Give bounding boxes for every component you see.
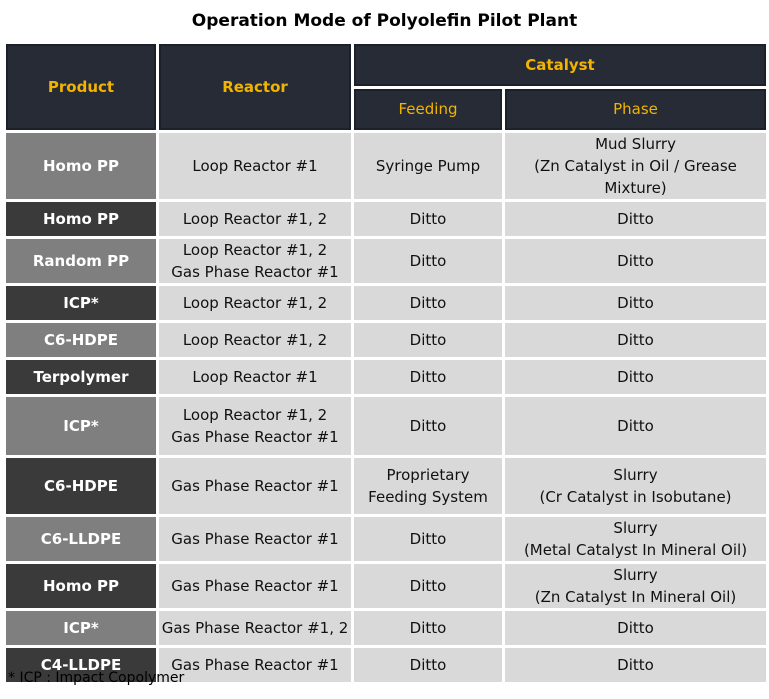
feeding-cell [354, 564, 502, 608]
feeding-cell [354, 611, 502, 645]
phase-text: Slurry [613, 519, 658, 537]
feeding-text: Ditto [409, 619, 447, 637]
feeding-cell [354, 397, 502, 455]
reactor-text: Gas Phase Reactor #1 [171, 530, 339, 548]
phase-text: Slurry [613, 466, 658, 484]
phase-cell [505, 458, 766, 514]
feeding-text: Ditto [409, 577, 447, 595]
feeding-text: Ditto [409, 294, 447, 312]
table-row [6, 517, 766, 561]
feeding-text: Feeding System [368, 488, 488, 506]
phase-text: (Metal Catalyst In Mineral Oil) [523, 541, 748, 559]
phase-text: (Zn Catalyst in Oil / Grease Mixture) [534, 157, 737, 197]
reactor-cell [159, 360, 351, 394]
reactor-text: Loop Reactor #1, 2 [182, 210, 328, 228]
reactor-cell [159, 648, 351, 682]
feeding-text: Ditto [409, 331, 447, 349]
feeding-cell [354, 323, 502, 357]
table-row [6, 397, 766, 455]
product-cell: C6-HDPE [6, 323, 156, 357]
feeding-cell [354, 239, 502, 283]
reactor-cell [159, 564, 351, 608]
header-reactor: Reactor [159, 44, 351, 130]
feeding-cell [354, 286, 502, 320]
reactor-text: Gas Phase Reactor #1 [171, 263, 339, 281]
reactor-text: Gas Phase Reactor #1 [171, 477, 339, 495]
reactor-text: Gas Phase Reactor #1 [171, 428, 339, 446]
reactor-cell [159, 397, 351, 455]
feeding-text: Ditto [409, 368, 447, 386]
phase-text: Mud Slurry [595, 135, 676, 153]
feeding-text: Ditto [409, 656, 447, 674]
product-cell: ICP* [6, 286, 156, 320]
feeding-text: Ditto [409, 210, 447, 228]
table-row [6, 286, 766, 320]
feeding-cell [354, 648, 502, 682]
feeding-text: Ditto [409, 530, 447, 548]
product-cell: Homo PP [6, 202, 156, 236]
product-cell: C6-HDPE [6, 458, 156, 514]
phase-cell [505, 133, 766, 199]
product-cell: C4-LLDPE [6, 648, 156, 682]
reactor-text: Loop Reactor #1, 2 [182, 331, 328, 349]
phase-cell [505, 286, 766, 320]
product-cell: ICP* [6, 611, 156, 645]
phase-text: Ditto [617, 331, 654, 349]
phase-cell [505, 360, 766, 394]
phase-text: Ditto [617, 210, 654, 228]
reactor-cell [159, 517, 351, 561]
reactor-text: Gas Phase Reactor #1 [171, 656, 339, 674]
table-row [6, 133, 766, 199]
feeding-text: Ditto [409, 252, 447, 270]
reactor-text: Loop Reactor #1, 2 [182, 241, 328, 259]
reactor-cell [159, 611, 351, 645]
reactor-cell [159, 323, 351, 357]
feeding-cell [354, 360, 502, 394]
reactor-text: Gas Phase Reactor #1, 2 [161, 619, 349, 637]
phase-text: Ditto [617, 252, 654, 270]
product-cell: ICP* [6, 397, 156, 455]
phase-cell [505, 611, 766, 645]
product-cell: Homo PP [6, 133, 156, 199]
header-catalyst: Catalyst [354, 44, 766, 86]
table-title: Operation Mode of Polyolefin Pilot Plant [191, 11, 578, 31]
phase-text: Slurry [613, 566, 658, 584]
feeding-cell [354, 458, 502, 514]
header-phase: Phase [505, 89, 766, 131]
phase-text: Ditto [617, 368, 654, 386]
reactor-cell [159, 202, 351, 236]
reactor-cell [159, 458, 351, 514]
feeding-text: Ditto [409, 417, 447, 435]
reactor-cell [159, 239, 351, 283]
table-row [6, 360, 766, 394]
feeding-text: Proprietary [386, 466, 470, 484]
phase-cell [505, 397, 766, 455]
reactor-text: Loop Reactor #1 [192, 368, 318, 386]
table-row [6, 239, 766, 283]
phase-text: Ditto [617, 656, 654, 674]
table-row [6, 458, 766, 514]
reactor-text: Loop Reactor #1, 2 [182, 406, 328, 424]
reactor-text: Loop Reactor #1 [192, 157, 318, 175]
product-cell: Random PP [6, 239, 156, 283]
feeding-text: Syringe Pump [375, 157, 481, 175]
phase-text: Ditto [617, 294, 654, 312]
table-row [6, 564, 766, 608]
header-product: Product [6, 44, 156, 130]
feeding-cell [354, 517, 502, 561]
phase-text: (Zn Catalyst In Mineral Oil) [534, 588, 737, 606]
phase-cell [505, 239, 766, 283]
table-row [6, 202, 766, 236]
footnote: * ICP : Impact Copolymer [8, 670, 185, 686]
product-cell: C6-LLDPE [6, 517, 156, 561]
table-row [6, 611, 766, 645]
reactor-cell [159, 286, 351, 320]
table-body [6, 133, 766, 682]
feeding-cell [354, 133, 502, 199]
reactor-text: Gas Phase Reactor #1 [171, 577, 339, 595]
phase-text: (Cr Catalyst in Isobutane) [539, 488, 732, 506]
phase-cell [505, 517, 766, 561]
phase-text: Ditto [617, 417, 654, 435]
operation-mode-table [3, 41, 769, 685]
phase-cell [505, 648, 766, 682]
phase-cell [505, 323, 766, 357]
phase-cell [505, 564, 766, 608]
header-feeding: Feeding [354, 89, 502, 131]
phase-text: Ditto [617, 619, 654, 637]
product-cell: Homo PP [6, 564, 156, 608]
product-cell: Terpolymer [6, 360, 156, 394]
phase-cell [505, 202, 766, 236]
reactor-cell [159, 133, 351, 199]
table-row [6, 323, 766, 357]
reactor-text: Loop Reactor #1, 2 [182, 294, 328, 312]
feeding-cell [354, 202, 502, 236]
